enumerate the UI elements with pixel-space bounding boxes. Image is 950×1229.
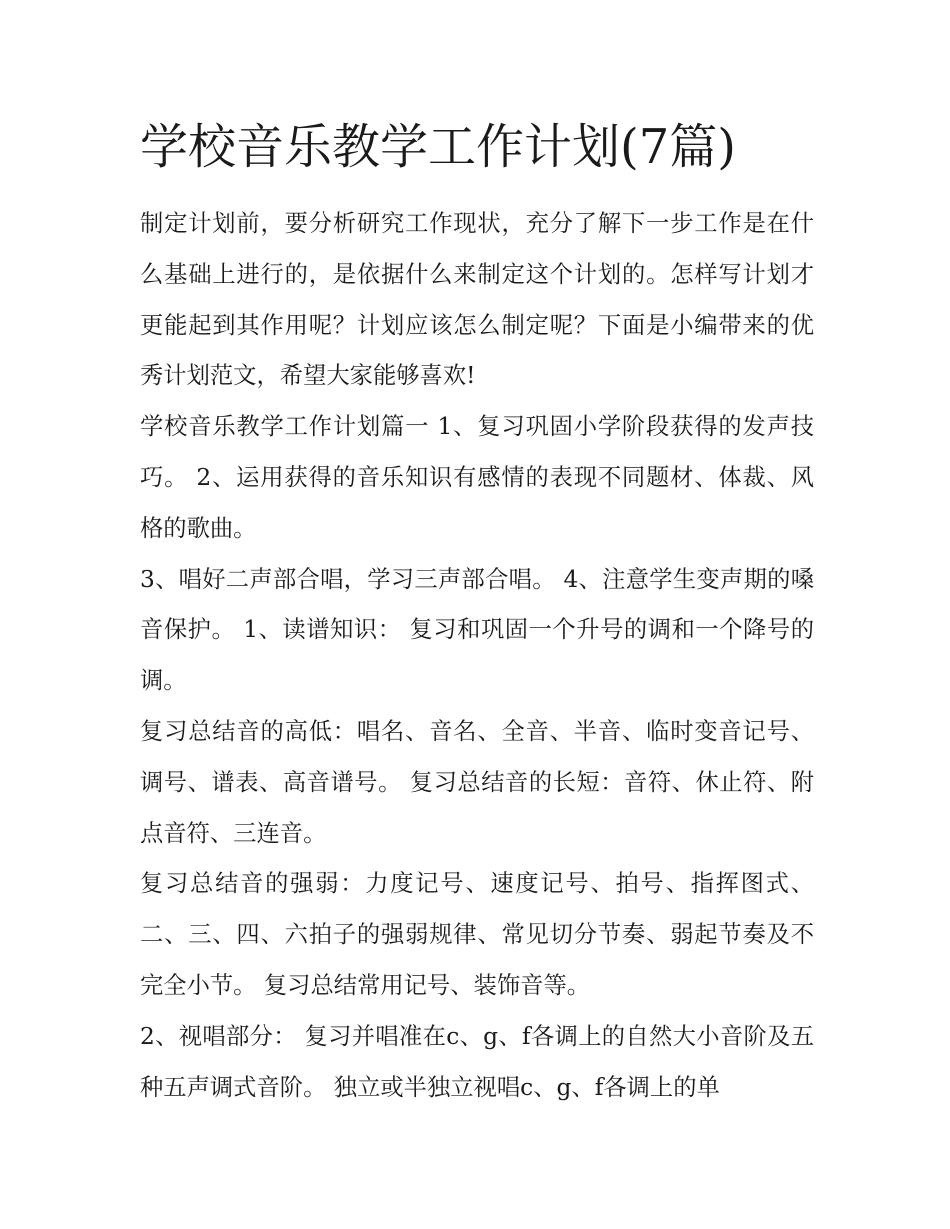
paragraph-sight-singing: 2、视唱部分： 复习并唱准在c、g、f各调上的自然大小音阶及五种五声调式音阶。 独立或半独立视唱c、g、f各调上的单 <box>140 1022 814 1101</box>
paragraph-pitch-review: 复习总结音的高低：唱名、音名、全音、半音、临时变音记号、调号、谱表、高音谱号。 复习总结音的长短：音符、休止符、附点音符、三连音。 <box>140 717 814 847</box>
paragraph-dynamics-review: 复习总结音的强弱：力度记号、速度记号、拍号、指挥图式、二、三、四、六拍子的强弱规律、常见切分节奏、弱起节奏及不完全小节。 复习总结常用记号、装饰音等。 <box>140 870 814 999</box>
document-title: 学校音乐教学工作计划(7篇) <box>140 119 736 175</box>
paragraph-plan-1-goals: 学校音乐教学工作计划篇一 1、复习巩固小学阶段获得的发声技巧。 2、运用获得的音乐知识有感情的表现不同题材、体裁、风格的歌曲。 <box>140 413 814 542</box>
paragraph-intro: 制定计划前，要分析研究工作现状，充分了解下一步工作是在什么基础上进行的，是依据什么来制定这个计划的。怎样写计划才更能起到其作用呢？计划应该怎么制定呢？下面是小编带来的优秀计划范文，希望大家能够喜欢! <box>140 210 814 390</box>
document-body <box>140 199 814 1113</box>
paragraph-plan-1-chorus: 3、唱好二声部合唱，学习三声部合唱。 4、注意学生变声期的嗓音保护。 1、读谱知识： 复习和巩固一个升号的调和一个降号的调。 <box>140 565 814 695</box>
